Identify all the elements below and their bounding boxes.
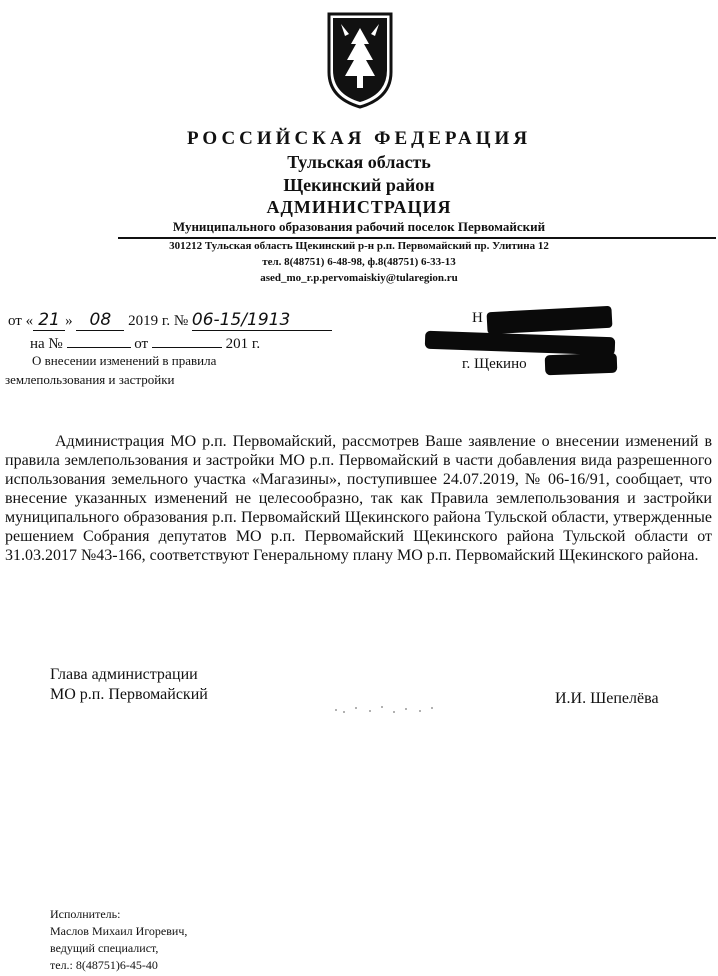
letter-year: 2019 г. xyxy=(128,313,171,329)
from-prefix: от « xyxy=(8,313,34,329)
district-heading: Щекинский район xyxy=(283,175,435,195)
subject-line-2: землепользования и застройки xyxy=(5,372,175,387)
reply-number-label: на № xyxy=(30,336,63,352)
reply-year-suffix: г. xyxy=(251,336,261,352)
letter-day: 21 xyxy=(33,310,65,331)
country-heading: РОССИЙСКАЯ ФЕДЕРАЦИЯ xyxy=(186,128,532,149)
executor-position: ведущий специалист, xyxy=(50,941,159,955)
signatory-organization: МО р.п. Первомайский xyxy=(50,686,208,703)
organization-heading: АДМИНИСТРАЦИЯ xyxy=(266,197,452,217)
reply-date-blank xyxy=(152,333,222,348)
date-separator: » xyxy=(65,313,73,329)
region-heading: Тульская область xyxy=(287,152,431,172)
redaction-mark xyxy=(487,306,613,335)
executor-phone: тел.: 8(48751)6-45-40 xyxy=(50,958,158,972)
phone-numbers: тел. 8(48751) 6-48-98, ф.8(48751) 6-33-13 xyxy=(262,256,456,268)
letter-month: 08 xyxy=(76,310,124,331)
redaction-mark xyxy=(425,331,616,356)
number-label: № xyxy=(173,313,189,329)
postal-address: 301212 Тульская область Щекинский р-н р.п. Первомайский пр. Улитина 12 xyxy=(169,240,549,252)
subject-line-1: О внесении изменений в правила xyxy=(32,353,217,368)
reply-year: 201 xyxy=(225,336,249,352)
incoming-reference xyxy=(30,333,260,353)
addressee-city: г. Щекино xyxy=(462,356,527,372)
reply-date-label: от xyxy=(134,336,149,352)
letter-body: Администрация МО р.п. Первомайский, рассмотрев Ваше заявление о внесении изменений в правила землепользования и застройки МО р.п. Первомайский в части добавления вида разрешенного использования земельного участка «Магазины», поступившее 24.07.2019, № 06-16/91, сообщает, что внесение указанных изменений не целесообразно, так как Правила землепользования и застройки муниципального образования р.п. Первомайский Щекинского района Тульской области, утвержденные решением Собрания депутатов МО р.п. Первомайский Щекинского района Тульской области от 31.03.2017 №43-166, соответствуют Генеральному плану МО р.п. Первомайский Щекинского района. xyxy=(5,433,712,564)
executor-label: Исполнитель: xyxy=(50,907,121,921)
email-address: ased_mo_r.p.pervomaiskiy@tularegion.ru xyxy=(260,272,458,284)
addressee-line-1 xyxy=(472,310,483,327)
reply-number-blank xyxy=(67,333,131,348)
municipality-heading: Муниципального образования рабочий поселок Первомайский xyxy=(172,219,546,234)
outgoing-reference xyxy=(8,310,332,331)
coat-of-arms-emblem xyxy=(325,10,395,110)
faint-signature xyxy=(330,700,440,716)
executor-name: Маслов Михаил Игоревич, xyxy=(50,924,188,938)
signatory-name: И.И. Шепелёва xyxy=(555,690,659,707)
redaction-mark xyxy=(545,353,618,376)
signatory-title: Глава администрации xyxy=(50,666,198,683)
letter-number: 06-15/1913 xyxy=(192,310,332,331)
addressee-initial: Н xyxy=(472,310,483,326)
header-divider xyxy=(118,237,716,239)
